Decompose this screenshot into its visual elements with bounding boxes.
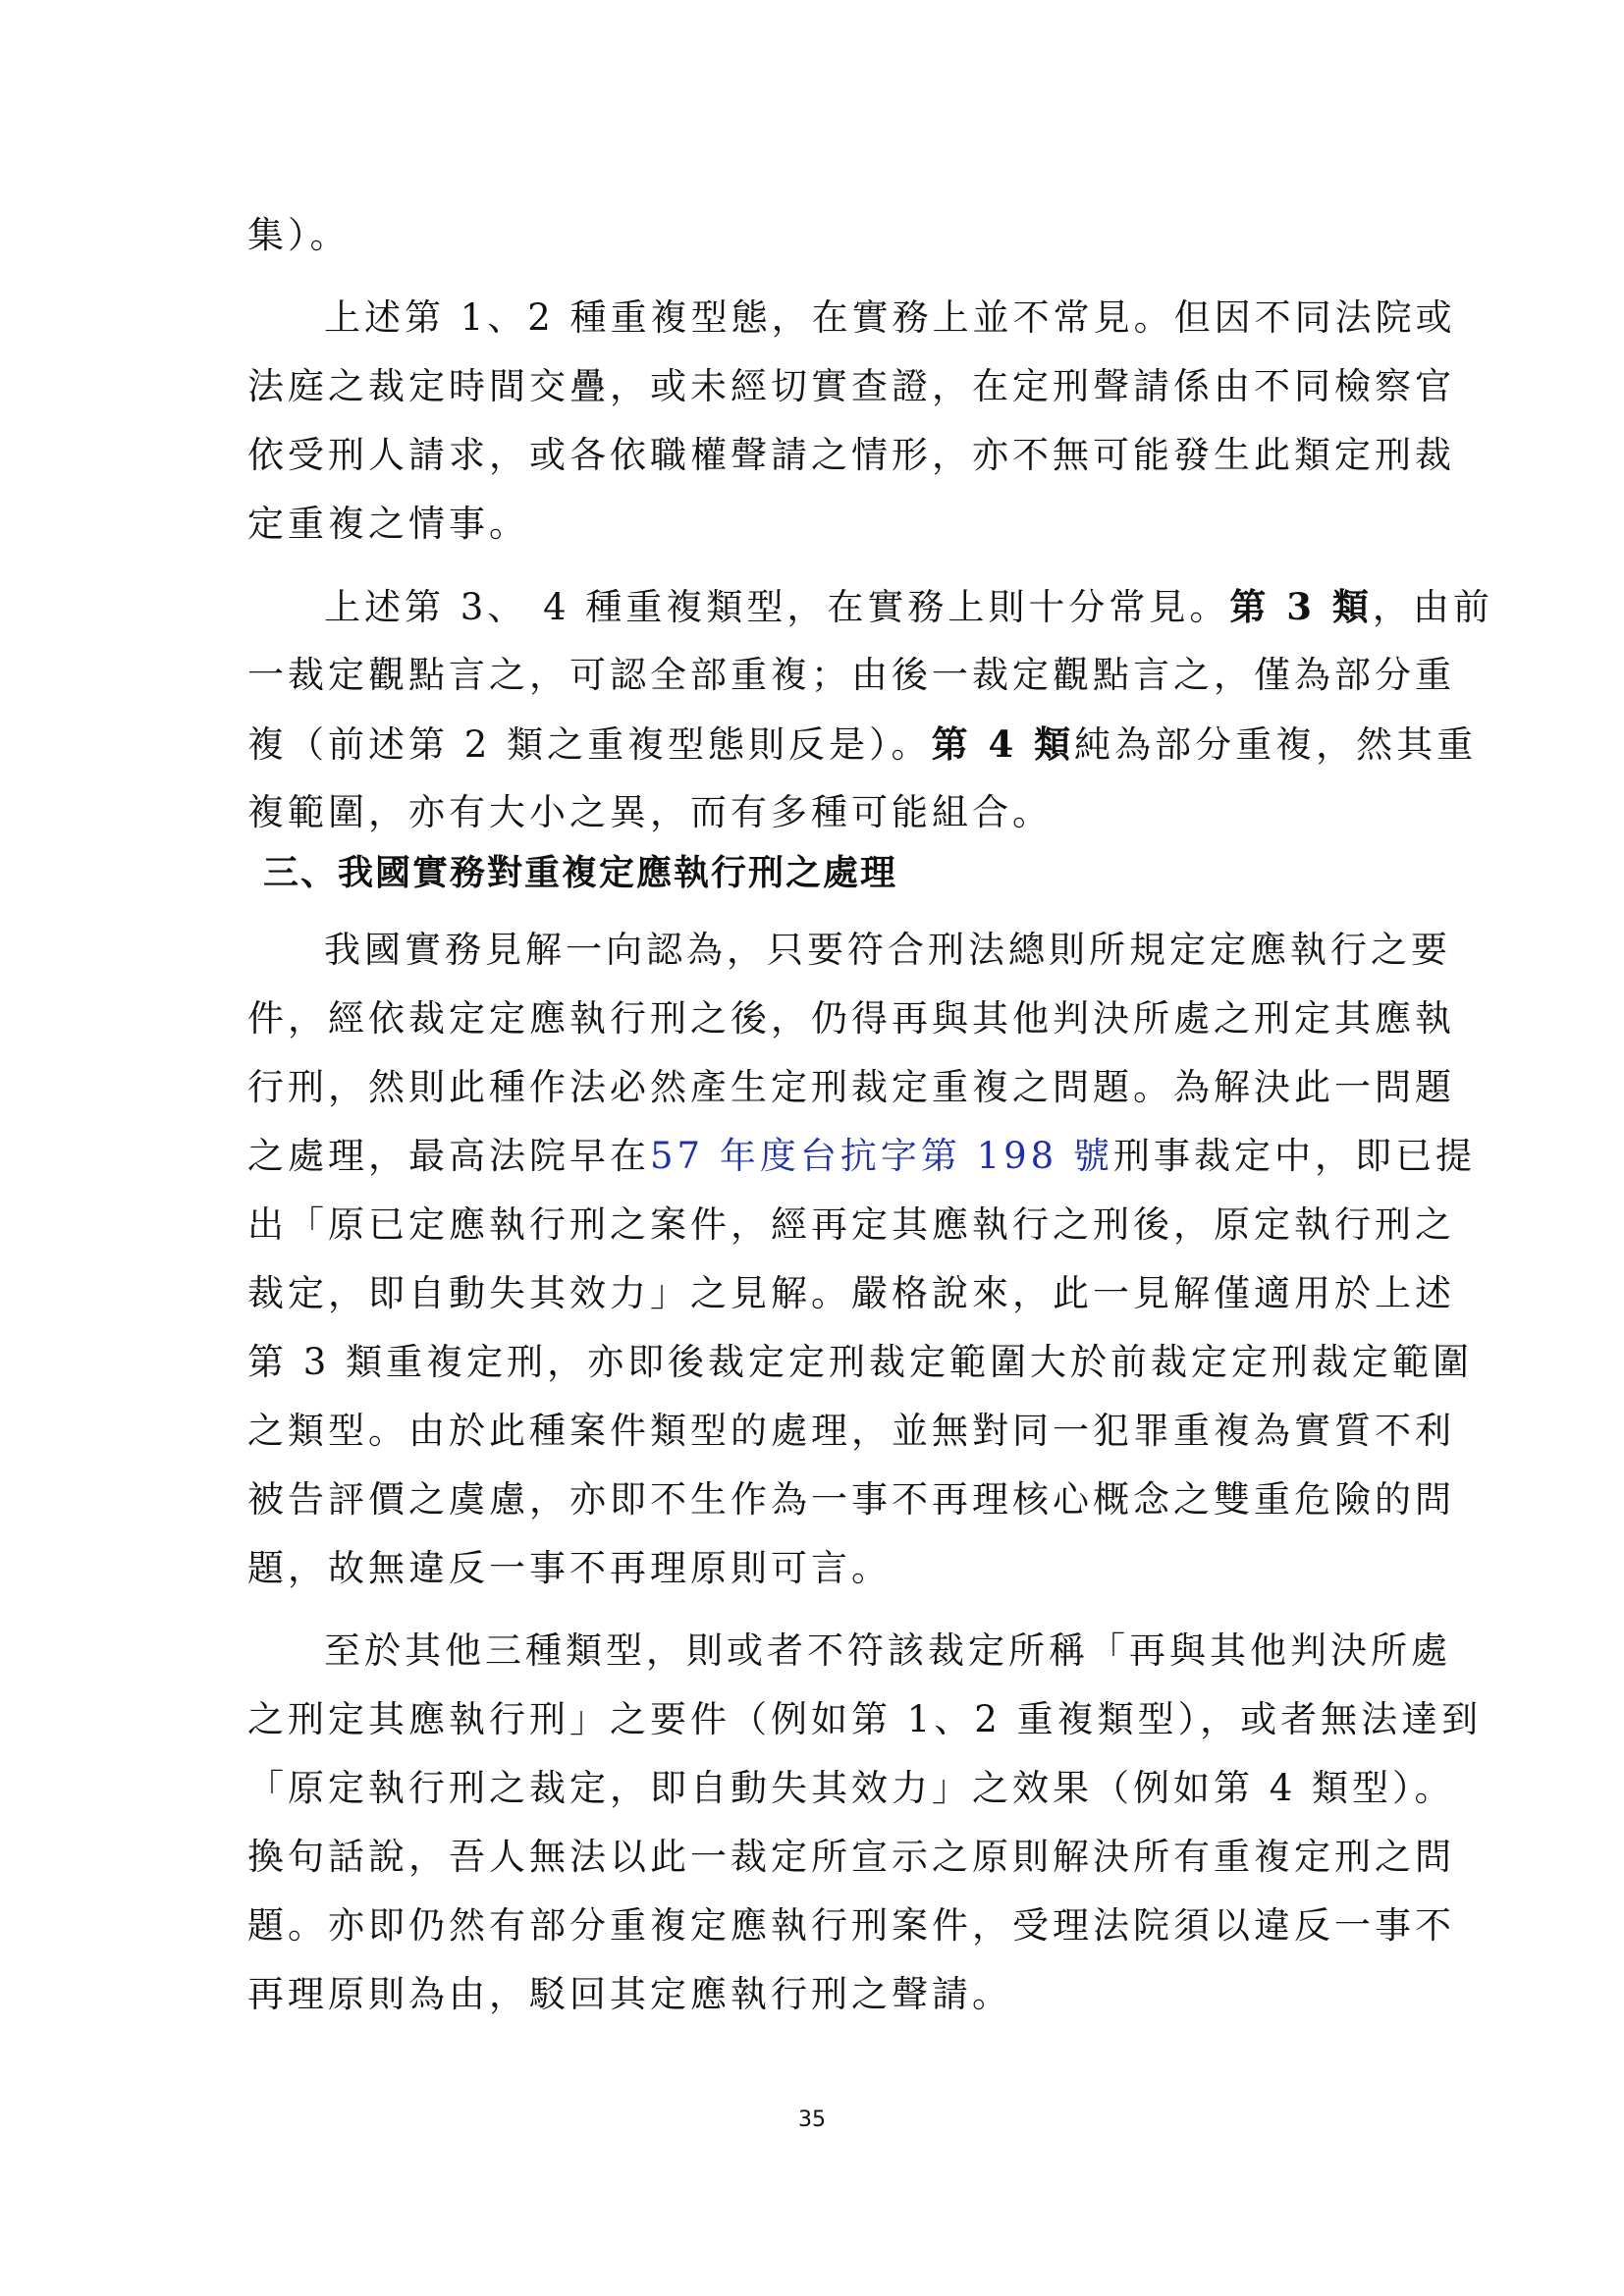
paragraph-3-line-3: 行刑，然則此種作法必然產生定刑裁定重複之問題。為解決此一問題	[247, 1066, 1455, 1108]
text-line: 集）。	[247, 214, 351, 256]
paragraph-4-line-3: 「原定執行刑之裁定，即自動失其效力」之效果（例如第 4 類型）。	[247, 1767, 1455, 1809]
text-run: ，由前	[1372, 586, 1493, 628]
paragraph-3-line-1: 我國實務見解一向認為，只要符合刑法總則所規定定應執行之要	[324, 929, 1451, 971]
paragraph-4-line-1: 至於其他三種類型，則或者不符該裁定所稱「再與其他判決所處	[324, 1629, 1451, 1672]
paragraph-2-line-2: 一裁定觀點言之，可認全部重複；由後一裁定觀點言之，僅為部分重	[247, 654, 1455, 696]
paragraph-3-line-8: 之類型。由於此種案件類型的處理，並無對同一犯罪重複為實質不利	[247, 1410, 1455, 1452]
paragraph-3-line-2: 件，經依裁定定應執行刑之後，仍得再與其他判決所處之刑定其應執	[247, 997, 1455, 1040]
paragraph-2-line-3	[247, 721, 1478, 769]
paragraph-4-line-2: 之刑定其應執行刑」之要件（例如第 1、2 重複類型），或者無法達到	[247, 1698, 1483, 1740]
paragraph-2-line-4: 複範圍，亦有大小之異，而有多種可能組合。	[247, 791, 1053, 833]
bold-term-type-3: 第 3 類	[1229, 585, 1373, 628]
text-run: 之處理，最高法院早在	[247, 1135, 650, 1177]
paragraph-3-line-10: 題，故無違反一事不再理原則可言。	[247, 1547, 892, 1589]
paragraph-1-line-1: 上述第 1、2 種重複型態，在實務上並不常見。但因不同法院或	[324, 296, 1456, 339]
bold-term-type-4: 第 4 類	[931, 722, 1075, 766]
paragraph-1-line-4: 定重複之情事。	[247, 503, 529, 545]
page-number: 35	[798, 2108, 826, 2132]
paragraph-4-line-4: 換句話說，吾人無法以此一裁定所宣示之原則解決所有重複定刑之問	[247, 1836, 1455, 1878]
paragraph-3-line-5: 出「原已定應執行刑之案件，經再定其應執行之刑後，原定執行刑之	[247, 1203, 1455, 1246]
paragraph-3-line-6: 裁定，即自動失其效力」之見解。嚴格說來，此一見解僅適用於上述	[247, 1272, 1455, 1314]
paragraph-3-line-4	[247, 1133, 1476, 1180]
paragraph-4-line-5: 題。亦即仍然有部分重複定應執行刑案件，受理法院須以違反一事不	[247, 1904, 1455, 1947]
text-run: 純為部分重複，然其重	[1074, 723, 1478, 766]
paragraph-3-line-7: 第 3 類重複定刑，亦即後裁定定刑裁定範圍大於前裁定定刑裁定範圍	[247, 1341, 1474, 1383]
paragraph-4-line-6: 再理原則為由，駁回其定應執行刑之聲請。	[247, 1973, 1012, 2015]
paragraph-1-line-2: 法庭之裁定時間交疊，或未經切實查證，在定刑聲請係由不同檢察官	[247, 365, 1455, 407]
case-citation-link[interactable]: 57 年度台抗字第 198 號	[650, 1135, 1113, 1177]
text-run: 複（前述第 2 類之重複型態則反是）。	[247, 723, 932, 766]
paragraph-2-line-1	[324, 583, 1493, 631]
section-heading: 三、我國實務對重複定應執行刑之處理	[263, 853, 898, 893]
text-run: 刑事裁定中，即已提	[1113, 1135, 1476, 1177]
text-run: 上述第 3、 4 種重複類型，在實務上則十分常見。	[324, 586, 1230, 628]
paragraph-3-line-9: 被告評價之虞慮，亦即不生作為一事不再理核心概念之雙重危險的問	[247, 1478, 1455, 1521]
paragraph-1-line-3: 依受刑人請求，或各依職權聲請之情形，亦不無可能發生此類定刑裁	[247, 434, 1455, 476]
